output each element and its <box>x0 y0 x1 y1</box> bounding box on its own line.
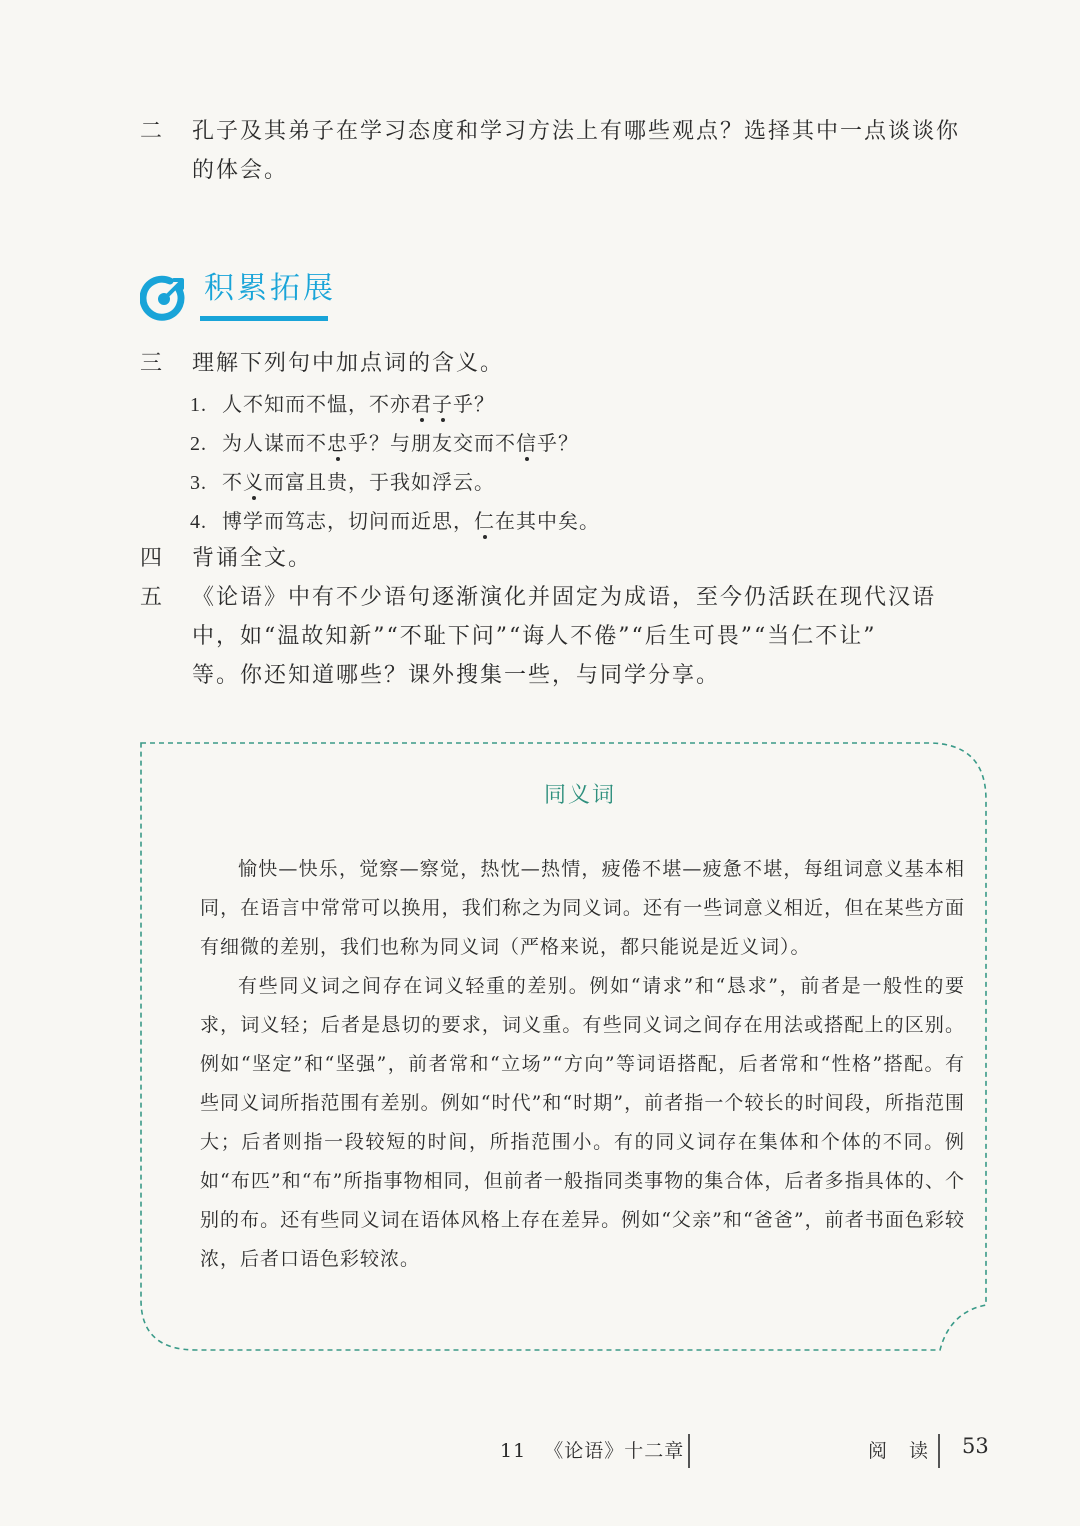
question-line: 《论语》中有不少语句逐渐演化并固定为成语，至今仍活跃在现代汉语 <box>192 585 937 610</box>
question-5 <box>140 578 990 695</box>
item-text: 博学而笃志，切问而近思， <box>222 511 474 533</box>
target-arrow-icon <box>140 274 188 322</box>
box-body <box>200 850 965 1279</box>
item-text: 而富且贵，于我如浮云。 <box>264 472 495 494</box>
emphasized-word: 义 <box>243 472 264 494</box>
question-text: 背诵全文。 <box>192 546 313 571</box>
footer-section: 阅 读 <box>868 1440 937 1462</box>
item-number: 1. <box>190 394 207 416</box>
page-number: 53 <box>962 1434 989 1458</box>
item-text: 不 <box>222 472 243 494</box>
footer-divider <box>688 1434 690 1468</box>
item-text: 为人谋而不 <box>222 433 327 455</box>
emphasized-word: 仁 <box>474 511 495 533</box>
question-line: 的体会。 <box>192 158 289 183</box>
question-4 <box>140 539 990 578</box>
box-paragraph: 愉快—快乐，觉察—察觉，热忱—热情，疲倦不堪—疲惫不堪，每组词意义基本相同，在语言中常常可以换用，我们称之为同义词。还有一些词意义相近，但在某些方面有细微的差别，我们也称为同义词（严格来说，都只能说是近义词）。 <box>200 858 965 958</box>
item-text: 乎？与朋友交而不 <box>348 433 516 455</box>
chapter-number: 11 <box>500 1440 527 1462</box>
emphasized-word: 君子 <box>411 394 453 416</box>
sub-item <box>190 388 495 417</box>
emphasized-word: 信 <box>516 433 537 455</box>
box-title: 同义词 <box>543 783 616 808</box>
item-number: 2. <box>190 433 207 455</box>
question-line: 等。你还知道哪些？课外搜集一些，与同学分享。 <box>192 663 721 688</box>
question-3 <box>140 344 990 383</box>
sub-item <box>190 427 579 456</box>
question-number: 四 <box>140 546 165 571</box>
question-text: 理解下列句中加点词的含义。 <box>192 351 505 376</box>
box-paragraph: 有些同义词之间存在词义轻重的差别。例如“请求”和“恳求”，前者是一般性的要求，词义轻；后者是恳切的要求，词义重。有些同义词之间存在用法或搭配上的区别。例如“坚定”和“坚强”，前者常和“立场”“方向”等词语搭配，后者常和“性格”搭配。有些同义词所指范围有差别。例如“时代”和“时期”，前者指一个较长的时间段，所指范围大；后者则指一段较短的时间，所指范围小。有的同义词存在集体和个体的不同。例如“布匹”和“布”所指事物相同，但前者一般指同类事物的集合体，后者多指具体的、个别的布。还有些同义词在语体风格上存在差异。例如“父亲”和“爸爸”，前者书面色彩较浓，后者口语色彩较浓。 <box>200 975 965 1270</box>
question-2 <box>140 112 990 190</box>
chapter-title: 《论语》十二章 <box>544 1440 685 1462</box>
item-text: 乎？ <box>453 394 495 416</box>
question-line: 孔子及其弟子在学习态度和学习方法上有哪些观点？选择其中一点谈谈你 <box>192 119 961 144</box>
sub-item <box>190 505 600 534</box>
footer-divider <box>938 1434 940 1468</box>
sub-item <box>190 466 495 495</box>
question-line: 中，如“温故知新”“不耻下问”“诲人不倦”“后生可畏”“当仁不让” <box>192 624 877 649</box>
footer-chapter <box>500 1436 684 1463</box>
item-text: 乎？ <box>537 433 579 455</box>
item-text: 在其中矣。 <box>495 511 600 533</box>
question-number: 二 <box>140 119 165 144</box>
item-text: 人不知而不愠，不亦 <box>222 394 411 416</box>
item-number: 4. <box>190 511 207 533</box>
section-underline <box>200 316 328 321</box>
section-title: 积累拓展 <box>204 271 336 306</box>
emphasized-word: 忠 <box>327 433 348 455</box>
question-number: 五 <box>140 585 165 610</box>
question-number: 三 <box>140 351 165 376</box>
item-number: 3. <box>190 472 207 494</box>
